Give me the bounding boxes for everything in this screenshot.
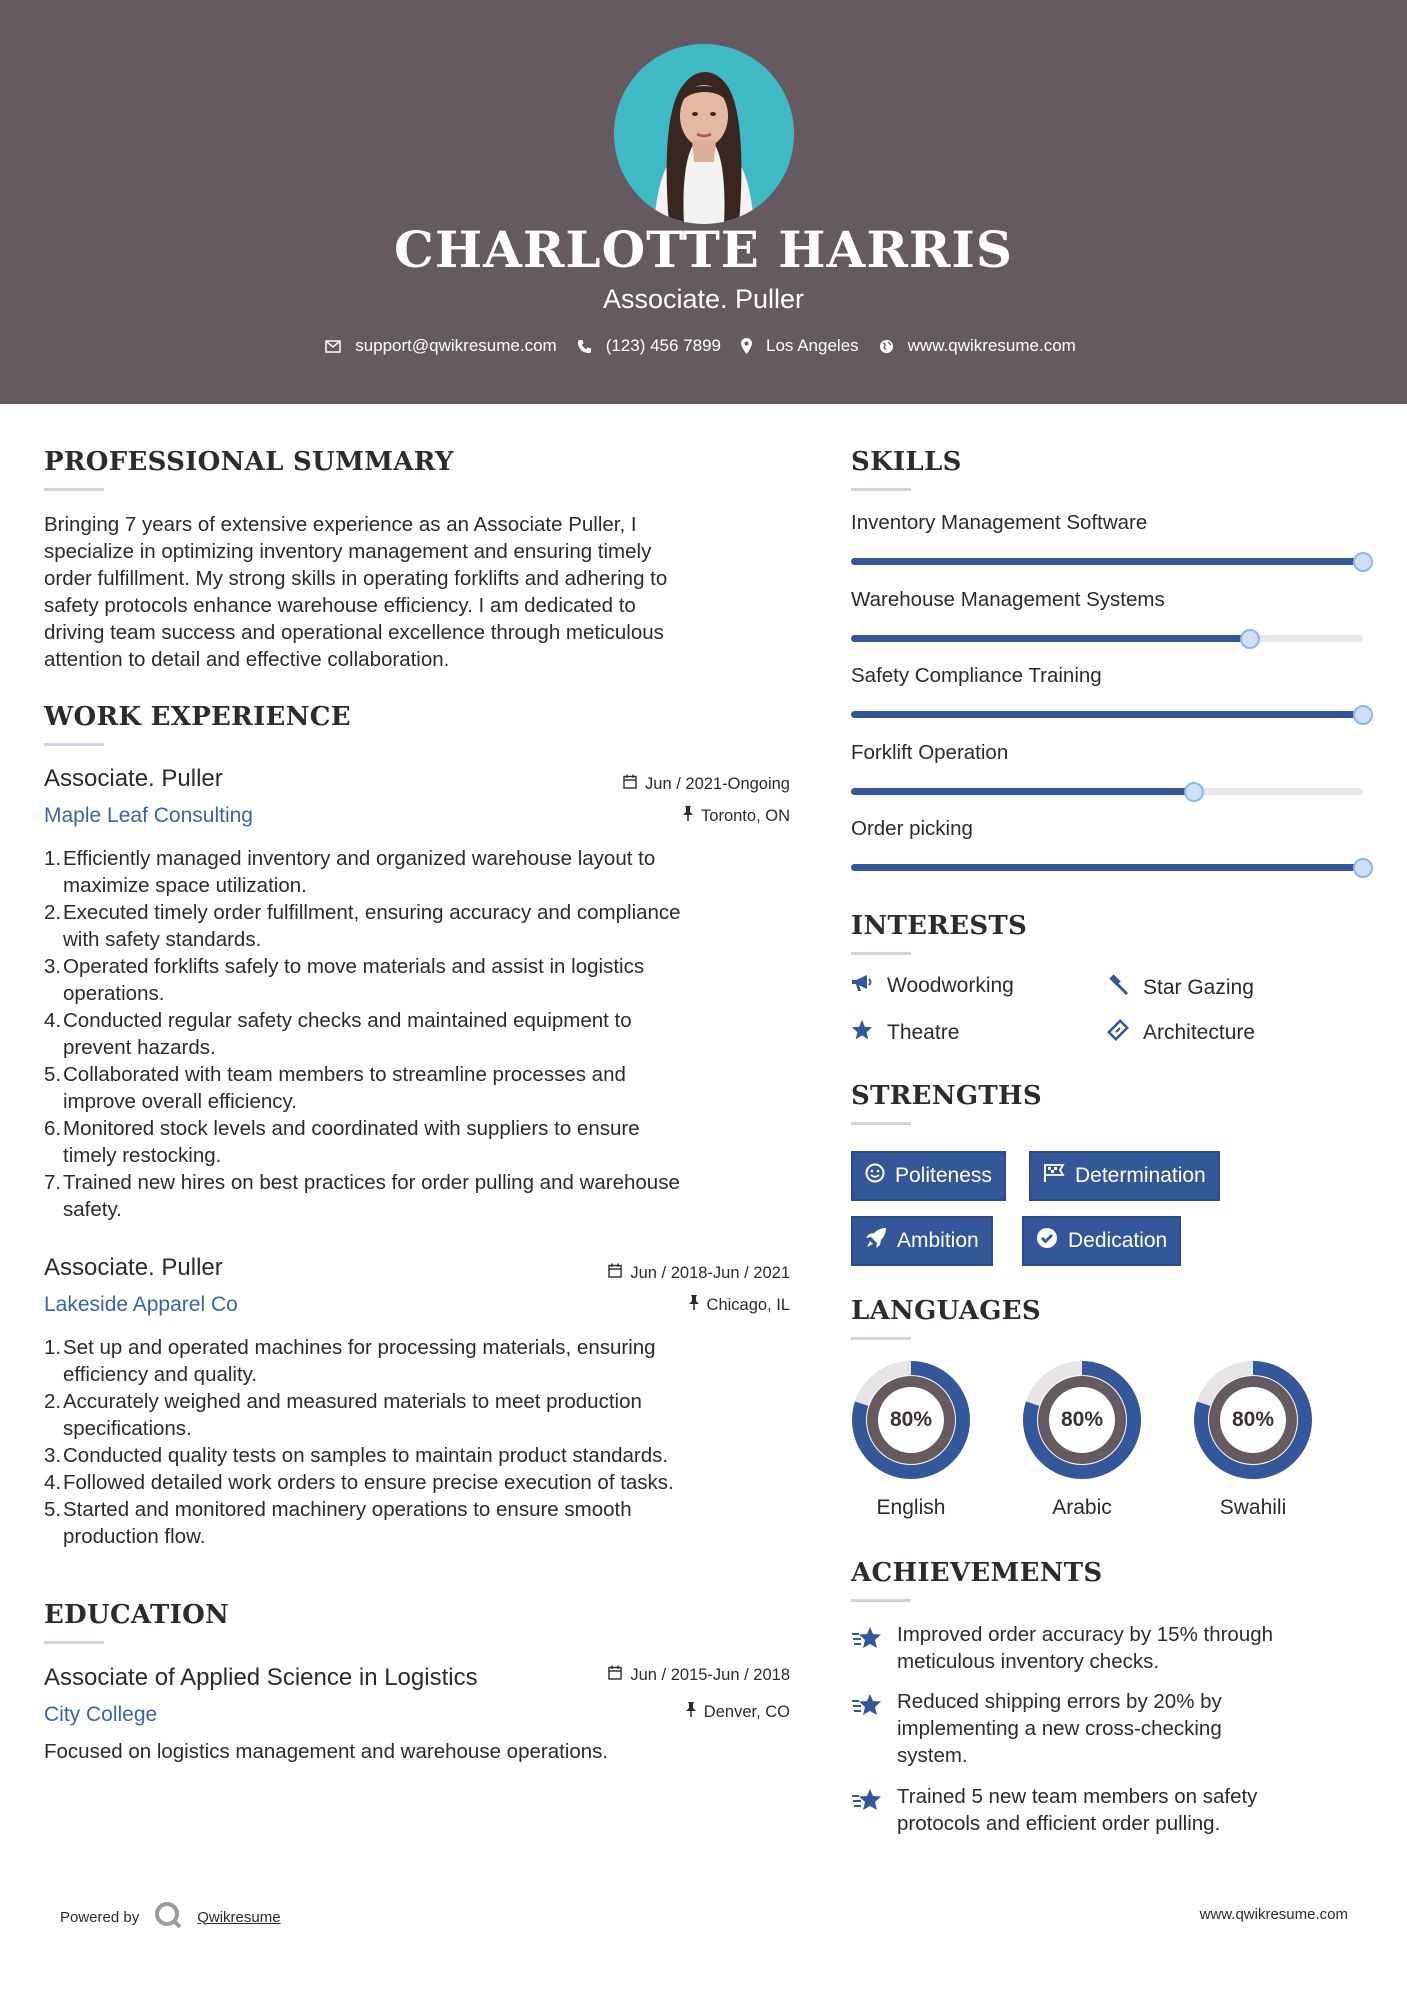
star-badge-icon [851,1688,883,1769]
work-underline [44,743,104,746]
list-item: 2. Executed timely order fulfillment, ensuring accuracy and compliance with safety standards. [44,901,681,951]
achievement-item: Improved order accuracy by 15% through meticulous inventory checks. [851,1621,1331,1675]
qwikresume-logo-icon [153,1900,183,1934]
gavel-icon [1107,974,1129,1002]
skill-bar-fill [851,635,1250,642]
list-item: 1. Set up and operated machines for processing materials, ensuring efficiency and quality. [44,1336,656,1386]
location-text: Los Angeles [766,336,859,355]
map-pin-icon [741,338,752,354]
skill-bar-fill [851,788,1194,795]
contact-location [741,336,859,356]
job-location-text: Chicago, IL [706,1295,790,1314]
skill-bar-knob [1353,552,1373,572]
flag-icon [1043,1163,1065,1189]
strength-label: Determination [1075,1164,1206,1187]
skill-bar-track [851,558,1363,565]
list-item: 3. Operated forklifts safely to move materials and assist in logistics operations. [44,955,645,1005]
calendar-icon [608,1263,622,1283]
strengths-heading: STRENGTHS [851,1081,1042,1111]
skill-bar-track [851,635,1363,642]
summary-underline [44,488,104,491]
achievement-item: Trained 5 new team members on safety protocols and efficient order pulling. [851,1783,1331,1837]
language-percent: 80% [1231,1408,1275,1431]
skill-bar-knob [1240,629,1260,649]
interest-label: Theatre [887,1020,960,1044]
skill-bar-track [851,864,1363,871]
star-badge-icon [851,1621,883,1675]
languages-underline [851,1337,911,1340]
summary-line: Bringing 7 years of extensive experience as an Associate Puller, I [44,513,637,536]
calendar-icon [608,1665,622,1685]
strength-badge [851,1151,1006,1201]
contact-website[interactable] [879,336,1076,356]
job-duties-list [44,1334,794,1550]
skill-bar-knob [1184,782,1204,802]
job-location [683,806,790,826]
summary-line: attention to detail and effective collaboration. [44,648,450,671]
school-name[interactable]: City College [44,1703,158,1726]
skill-bar-track [851,788,1363,795]
job-title: Associate. Puller [44,1254,223,1281]
skill-bar-fill [851,711,1363,718]
skill-label: Inventory Management Software [851,511,1148,534]
pushpin-icon [683,806,693,826]
check-circle-icon [1036,1227,1058,1255]
rocket-icon [865,1227,887,1255]
skill-label: Forklift Operation [851,740,1009,764]
language-percent: 80% [1060,1408,1104,1431]
company-name[interactable]: Maple Leaf Consulting [44,804,253,827]
summary-line: driving team success and operational excellence through meticulous [44,621,664,644]
candidate-name: CHARLOTTE HARRIS [394,220,1013,279]
language-label: Swahili [1219,1496,1287,1519]
pushpin-icon [686,1702,696,1722]
education-underline [44,1641,104,1644]
achievement-item: Reduced shipping errors by 20% by implementing a new cross-checking system. [851,1688,1331,1769]
summary-line: specialize in optimizing inventory management and ensuring timely [44,540,652,563]
list-item: 4. Conducted regular safety checks and maintained equipment to prevent hazards. [44,1009,632,1059]
resume-header [0,0,1407,404]
list-item: 4. Followed detailed work orders to ensure precise execution of tasks. [44,1471,674,1494]
contact-phone[interactable] [577,336,721,356]
star-icon [851,1019,873,1046]
strengths-underline [851,1122,911,1125]
job-location-text: Toronto, ON [701,806,790,825]
company-name[interactable]: Lakeside Apparel Co [44,1293,238,1316]
envelope-icon [325,340,341,353]
interest-label: Woodworking [887,974,1014,997]
footer-powered-by [60,1900,281,1934]
ticket-icon [1107,1019,1129,1047]
powered-by-text: Powered by [60,1908,140,1926]
list-item: 7. Trained new hires on best practices for order pulling and warehouse safety. [44,1171,680,1221]
summary-text [44,511,804,673]
skill-bar-fill [851,864,1363,871]
language-label: English [876,1496,946,1519]
job-date-text: Jun / 2021-Ongoing [645,774,790,793]
phone-icon [577,339,592,354]
skill-label: Safety Compliance Training [851,664,1102,687]
star-badge-icon [851,1783,883,1837]
interest-label: Architecture [1143,1021,1256,1044]
skill-bar-knob [1353,705,1373,725]
smile-icon [865,1163,885,1189]
strength-badge [1022,1216,1181,1266]
summary-line: order fulfillment. My strong skills in operating forklifts and adhering to [44,567,668,590]
strength-label: Politeness [895,1164,992,1187]
job-duties-list [44,845,794,1223]
strength-badge [1029,1151,1220,1201]
strength-label: Ambition [897,1229,979,1252]
education-location-text: Denver, CO [703,1702,790,1721]
interest-item [851,974,1014,998]
globe-icon [879,339,894,354]
education-location [686,1702,790,1722]
skill-bar-fill [851,558,1363,565]
achievements-heading: ACHIEVEMENTS [851,1558,1103,1588]
interests-underline [851,952,911,955]
list-item: 5. Started and monitored machinery operations to ensure smooth production flow. [44,1498,632,1548]
brand-link[interactable]: Qwikresume [197,1908,281,1926]
email-text: support@qwikresume.com [355,336,557,355]
language-percent: 80% [889,1408,933,1431]
job-date [608,1263,790,1283]
job-location [689,1295,790,1315]
skill-bar-track [851,711,1363,718]
list-item: 3. Conducted quality tests on samples to maintain product standards. [44,1444,669,1467]
strength-badge [851,1216,993,1266]
education-heading: EDUCATION [44,1600,230,1630]
job-date-text: Jun / 2018-Jun / 2021 [630,1263,790,1282]
degree-title: Associate of Applied Science in Logistics [44,1664,478,1691]
skill-label: Order picking [851,817,973,840]
contact-bar [0,336,1407,356]
strength-label: Dedication [1068,1229,1168,1252]
interest-item [1107,1019,1255,1047]
skill-label: Warehouse Management Systems [851,587,1165,611]
candidate-title: Associate. Puller [602,284,805,314]
calendar-icon [623,774,637,794]
contact-email[interactable] [325,336,557,356]
interests-heading: INTERESTS [851,911,1028,941]
work-heading: WORK EXPERIENCE [44,702,351,732]
summary-line: safety protocols enhance warehouse efficiency. I am dedicated to [44,594,636,617]
skills-underline [851,488,911,491]
job-title: Associate. Puller [44,765,223,792]
profile-photo [614,44,794,224]
achievements-underline [851,1599,911,1602]
megaphone-icon [851,974,873,998]
phone-text: (123) 456 7899 [605,336,722,355]
interest-item [1107,974,1254,1002]
interest-label: Star Gazing [1143,976,1254,999]
skill-bar-knob [1353,858,1373,878]
language-label: Arabic [1052,1496,1112,1519]
pushpin-icon [689,1295,699,1315]
summary-heading: PROFESSIONAL SUMMARY [44,447,454,477]
interest-item [851,1019,959,1046]
footer-website[interactable]: www.qwikresume.com [1199,1906,1348,1923]
languages-heading: LANGUAGES [851,1296,1041,1326]
education-date [608,1665,790,1685]
list-item: 5. Collaborated with team members to streamline processes and improve overall efficiency. [44,1063,626,1113]
list-item: 6. Monitored stock levels and coordinated with suppliers to ensure timely restocking. [44,1117,640,1167]
education-description: Focused on logistics management and warehouse operations. [44,1740,609,1763]
job-date [623,774,790,794]
list-item: 1. Efficiently managed inventory and organized warehouse layout to maximize space utilization. [44,847,656,897]
skills-heading: SKILLS [851,447,962,477]
website-text: www.qwikresume.com [907,336,1076,355]
education-date-text: Jun / 2015-Jun / 2018 [630,1665,790,1684]
list-item: 2. Accurately weighed and measured materials to meet production specifications. [44,1390,642,1440]
